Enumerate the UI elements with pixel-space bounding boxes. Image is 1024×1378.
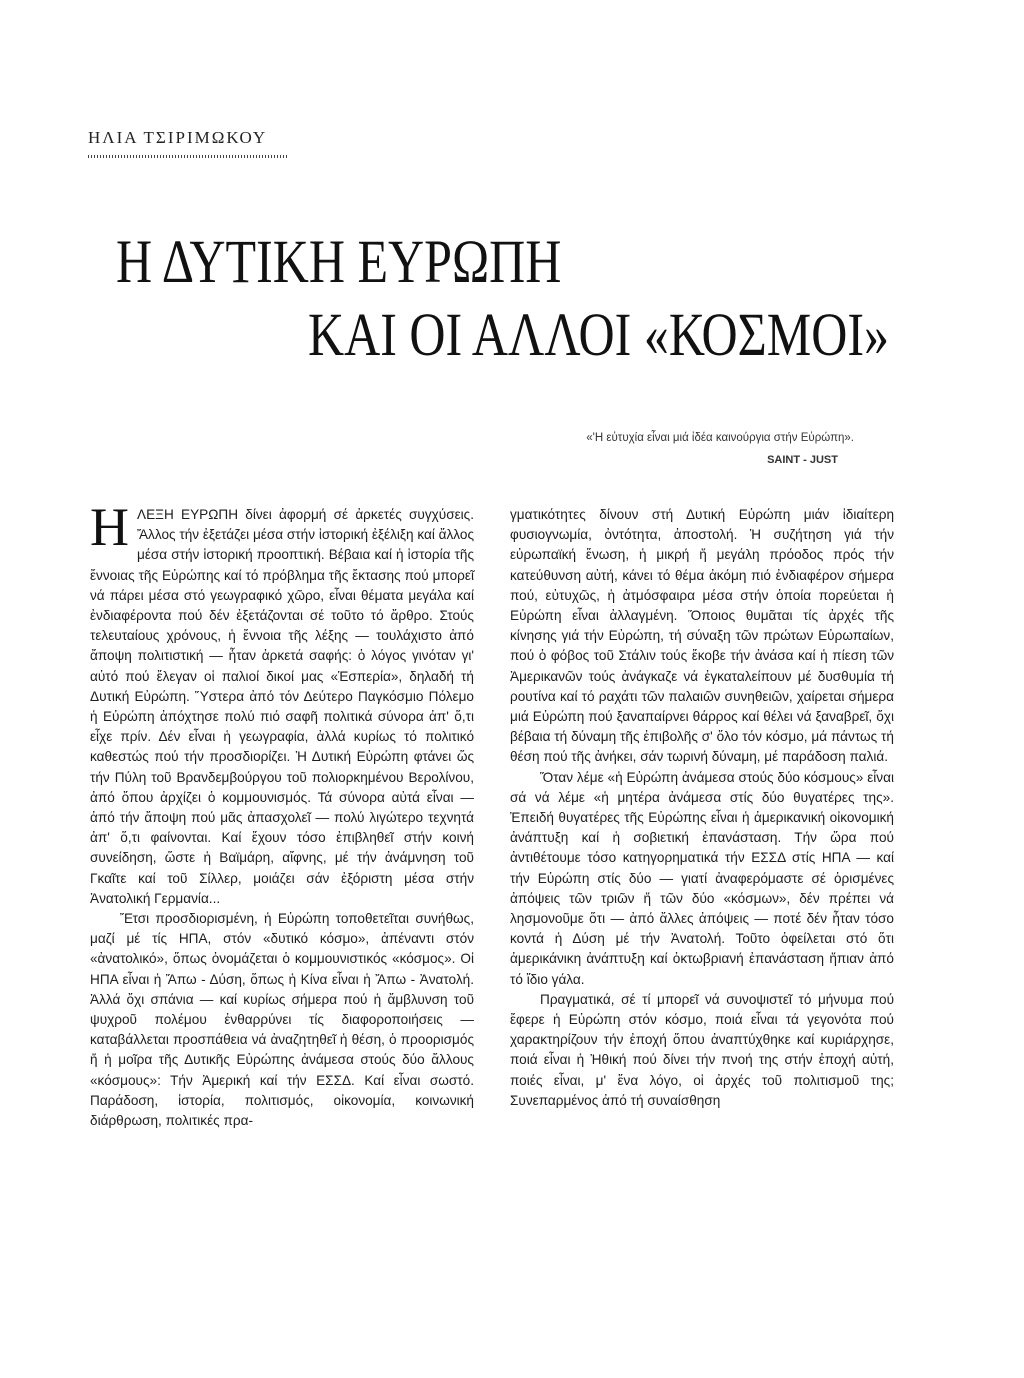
epigraph-attribution: SAINT - JUST	[767, 454, 838, 466]
epigraph-quote: «'Η εὐτυχία εἶναι μιά ἰδέα καινούργια στήν Εὐρώπη».	[586, 432, 854, 444]
paragraph: ΛΕΞΗ ΕΥΡΩΠΗ δίνει ἀφορμή σέ ἀρκετές συγχύσεις. Ἄλλος τήν ἐξετάζει μέσα στήν ἱστορική ἐξέλιξη καί ἄλλος μέσα στήν ἱστορική προοπτική. Βέβαια καί ἡ ἱστορία τῆς ἔννοιας τῆς Εὐρώπης καί τό πρόβλημα τῆς ἔκτασης πού μπορεῖ νά πάρει μέσα στό γεωγραφικό χῶρο, εἶναι θέματα μεγάλα καί ἐνδιαφέροντα πού δέν ἐξετάζονται σέ τοῦτο τό ἄρθρο. Στούς τελευταίους χρόνους, ἡ ἔννοια τῆς λέξης — τουλάχιστο ἀπό ἄποψη πολιτιστική — ἦταν ἀρκετά σαφής: ὁ λόγος γινόταν γι' αὐτό πού ἔλεγαν οἱ παλιοί δικοί μας «Ἑσπερία», δηλαδή τή Δυτική Εὐρώπη. Ὕστερα ἀπό τόν Δεύτερο Παγκόσμιο Πόλεμο ἡ Εὐρώπη ἀπόχτησε πολύ πιό σαφῆ πολιτικά σύνορα ἀπ' ὅ,τι εἶχε πρίν. Δέν εἶναι ἡ γεωγραφία, ἀλλά κυρίως τό πολιτικό καθεστώς πού τήν προσδιορίζει. Ἡ Δυτική Εὐρώπη φτάνει ὥς τήν Πύλη τοῦ Βρανδεμβούργου τοῦ πολιορκημένου Βερολίνου, ἀπό ὅπου ἀρχίζει ὁ κομμουνισμός. Τά σύνορα αὐτά εἶναι — ἀπό τήν ἄποψη πού μᾶς ἀπασχολεῖ — πολύ λιγώτερο τεχνητά ἀπ' ὅ,τι φαίνονται. Καί ἔχουν τόσο ἐπιβληθεῖ στήν κοινή συνείδηση, ὥστε ἡ Βαϊμάρη, αἴφνης, μέ τήν ἀνάμνηση τοῦ Γκαῖτε καί τοῦ Σίλλερ, μοιάζει σάν ἐξόριστη μέσα στήν Ἀνατολική Γερμανία...	[90, 507, 474, 906]
paragraph: γματικότητες δίνουν στή Δυτική Εὐρώπη μιάν ἰδιαίτερη φυσιογνωμία, ὀντότητα, ἀποστολή. Ἡ συζήτηση γιά τήν εὐρωπαϊκή ἕνωση, ἡ μικρή ἤ μεγάλη πρόοδος πρός τήν κατεύθυνση αὐτή, κάνει τό θέμα ἀκόμη πιό ἐνδιαφέρον σήμερα πού, εὐτυχῶς, ἡ ἀτμόσφαιρα μέσα στήν ὁποία πορεύεται ἡ Εὐρώπη εἶναι ἀλλαγμένη. Ὅποιος θυμᾶται τίς ἀρχές τῆς κίνησης γιά τήν Εὐρώπη, τή σύναξη τῶν πρώτων Εὐρωπαίων, πού ὁ φόβος τοῦ Στάλιν τούς ἔκοβε τήν ἀνάσα καί ἡ πίεση τῶν Ἀμερικανῶν τούς ἀνάγκαζε νά ἐγκαταλείπουν μέ δυσθυμία τή ρουτίνα καί τό ραχάτι τῶν παλαιῶν συνηθειῶν, χαίρεται σήμερα μιά Εὐρώπη πού ξαναπαίρνει θάρρος καί θέλει νά ξαναβρεῖ, ὄχι βέβαια τή δύναμη τῆς ἐπιβολῆς σ' ὅλο τόν κόσμο, μά πάντως τή θέση πού τῆς ἀνήκει, σάν τωρινή δύναμη, μέ παράδοση παλιά.	[510, 507, 894, 765]
paragraph: Ἔτσι προσδιορισμένη, ἡ Εὐρώπη τοποθετεῖται συνήθως, μαζί μέ τίς ΗΠΑ, στόν «δυτικό κόσμο», ἀπέναντι στόν «ἀνατολικό», ὅπως ὀνομάζεται ὁ κομμουνιστικός «κόσμος». Οἱ ΗΠΑ εἶναι ἡ Ἄπω - Δύση, ὅπως ἡ Κίνα εἶναι ἡ Ἄπω - Ἀνατολή. Ἀλλά ὄχι σπάνια — καί κυρίως σήμερα πού ἡ ἄμβλυνση τοῦ ψυχροῦ πολέμου ἐνθαρρύνει τίς διαφοροποιήσεις — καταβάλλεται προσπάθεια νά ἀναζητηθεῖ ἡ θέση, ὁ προορισμός ἤ ἡ μοῖρα τῆς Δυτικῆς Εὐρώπης ἀνάμεσα στούς δύο ἄλλους «κόσμους»: Τήν Ἀμερική καί τήν ΕΣΣΔ. Καί εἶναι σωστό. Παράδοση, ἱστορία, πολιτισμός, οἰκονομία, κοινωνική διάρθρωση, πολιτικές πρα-	[90, 911, 474, 1129]
drop-cap: Η	[90, 497, 129, 557]
article-title-line-1: Η ΔΥΤΙΚΗ ΕΥΡΩΠΗ	[116, 229, 562, 296]
paragraph: Ὅταν λέμε «ἡ Εὐρώπη ἀνάμεσα στούς δύο κόσμους» εἶναι σά νά λέμε «ἡ μητέρα ἀνάμεσα στίς δύο θυγατέρες της». Ἐπειδή θυγατέρες τῆς Εὐρώπης εἶναι ἡ ἀμερικανική οἰκονομική ἀνάπτυξη καί ἡ σοβιετική ἐπανάσταση. Τήν ὥρα πού ἀντιθέτουμε τόσο κατηγορηματικά τήν ΕΣΣΔ στίς ΗΠΑ — καί τήν Εὐρώπη στίς δύο — γιατί ἀναφερόμαστε σέ ὁρισμένες ἀπόψεις τῶν τριῶν ἤ τῶν δύο «κόσμων», δέν πρέπει νά λησμονοῦμε ὅτι — ἀπό ἄλλες ἀπόψεις — ποτέ δέν ἦταν τόσο κοντά ἡ Δύση μέ τήν Ἀνατολή. Τοῦτο ὀφείλεται στό ὅτι ἀμερικάνικη ἀνάπτυξη καί ὀκτωβριανή ἐπανάσταση ἤπιαν ἀπό τό ἴδιο γάλα.	[510, 769, 894, 987]
paragraph: Πραγματικά, σέ τί μπορεῖ νά συνοψιστεῖ τό μήνυμα πού ἔφερε ἡ Εὐρώπη στόν κόσμο, ποιά εἶναι τά γεγονότα πού χαρακτηρίζουν τήν ἐποχή ὅπου ἀναπτύχθηκε καί κυριάρχησε, ποιά εἶναι ἡ Ἠθική πού δίνει τήν πνοή της στήν ἐποχή αὐτή, ποιές εἶναι, μ' ἕνα λόγο, οἱ ἀρχές τοῦ πολιτισμοῦ της; Συνεπαρμένος ἀπό τή συναίσθηση	[510, 991, 894, 1108]
article-title-line-2: ΚΑΙ ΟΙ ΑΛΛΟΙ «ΚΟΣΜΟΙ»	[308, 302, 890, 369]
article-column-right	[510, 505, 894, 1111]
author-underline	[88, 155, 288, 158]
article-column-left	[90, 497, 474, 1131]
author-name: ΗΛΙΑ ΤΣΙΡΙΜΩΚΟΥ	[88, 128, 268, 147]
